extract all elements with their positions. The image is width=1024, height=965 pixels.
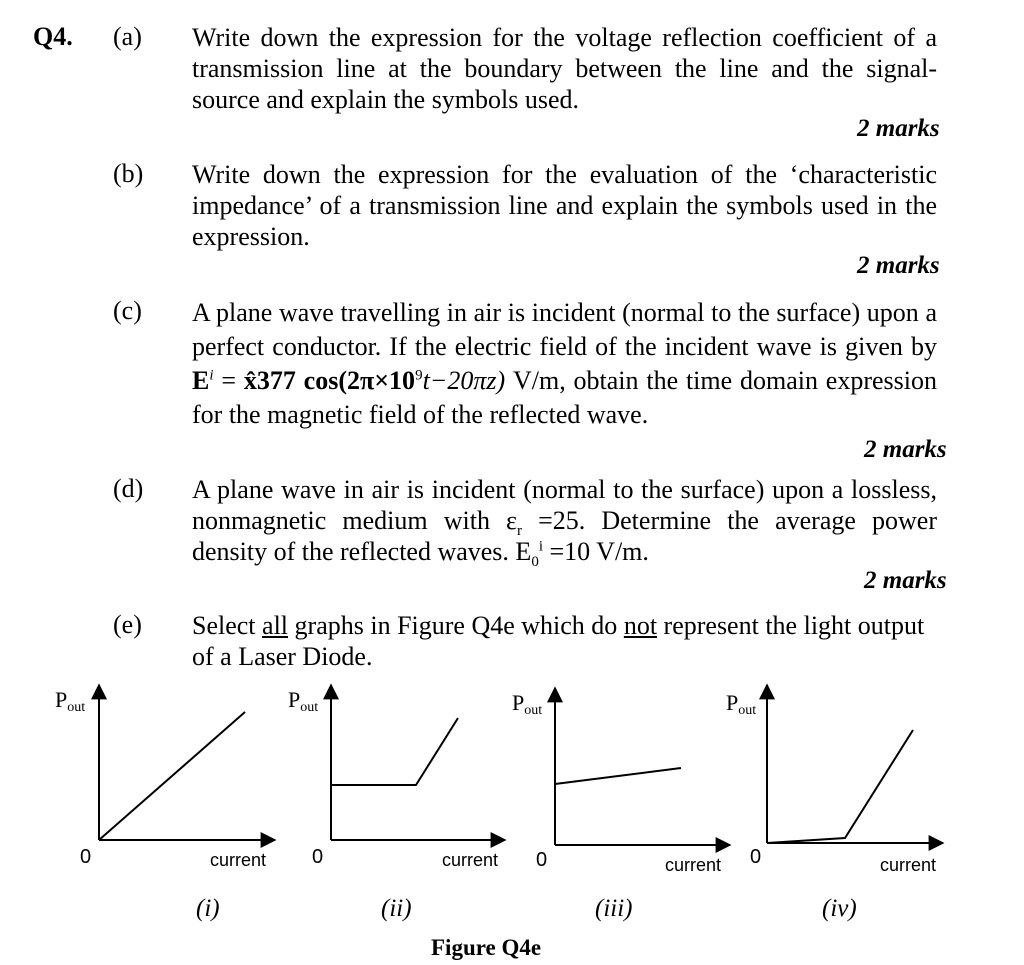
graph-ii-curve (331, 718, 458, 785)
part-d-text: A plane wave in air is incident (normal to the surface) upon a lossless, nonmagnetic medium with $\varepsilon_r =25$. Determine the average power density of the reflected waves. $E_0^i =10$ V/m. (192, 475, 937, 571)
graph-i-caption: (i) (196, 895, 220, 922)
part-c-text-before: A plane wave travelling in air is incident (normal to the surface) upon a perfect conductor. If the electric field of the incident wave is given by (192, 298, 937, 361)
graph-ii-origin: 0 (312, 846, 324, 868)
graph-ii-x-label: current (442, 850, 499, 870)
part-a-text: Write down the expression for the voltage reflection coefficient of a transmission line at the boundary between the line and the signal-source and explain the symbols used. (192, 23, 937, 114)
graph-i-origin: 0 (80, 846, 92, 868)
part-b-text: Write down the expression for the evaluation of the ‘characteristic impedance’ of a transmission line and explain the symbols used in the expression. (192, 160, 937, 251)
graph-i (55, 685, 275, 870)
part-c-equation: $E^i$ = x̂377 $\cos(2\pi\times 10^9t-20\pi z)$ (192, 366, 506, 395)
graph-ii-caption: (ii) (381, 895, 412, 922)
graph-i-curve (99, 712, 245, 840)
question-number: Q4. (33, 22, 73, 51)
part-b-label: (b) (113, 159, 144, 188)
part-d-marks: 2 marks (864, 567, 947, 594)
part-a-marks: 2 marks (857, 115, 940, 142)
graph-iv (726, 685, 943, 875)
graph-i-y-label: Pout (55, 687, 86, 715)
graph-ii (288, 685, 505, 870)
part-e-label: (e) (113, 610, 142, 639)
part-d-label: (d) (113, 474, 144, 503)
graph-iii-y-label: Pout (512, 690, 543, 718)
part-c-label: (c) (113, 296, 142, 325)
figure-caption: Figure Q4e (431, 935, 542, 960)
graph-iv-caption: (iv) (822, 895, 857, 922)
graph-iv-origin: 0 (750, 846, 762, 868)
graph-iii (512, 688, 730, 875)
graph-iv-y-label: Pout (726, 690, 757, 718)
graph-ii-y-label: Pout (288, 687, 319, 715)
part-b-marks: 2 marks (857, 252, 940, 279)
part-c-marks: 2 marks (864, 436, 947, 463)
part-e-text: Select all graphs in Figure Q4e which do not represent the light output of a Laser Diode. (192, 611, 925, 671)
graph-iii-curve (555, 768, 681, 784)
graph-iii-x-label: current (665, 855, 722, 875)
graph-iv-curve (767, 730, 913, 843)
graph-iv-x-label: current (880, 855, 937, 875)
graph-i-x-label: current (210, 850, 267, 870)
graph-iii-origin: 0 (536, 849, 548, 871)
part-c-text-after: V/m, obtain the time domain expression for the magnetic field of the reflected wave. (192, 366, 938, 429)
part-a-label: (a) (113, 22, 142, 51)
graph-iii-caption: (iii) (595, 895, 633, 922)
